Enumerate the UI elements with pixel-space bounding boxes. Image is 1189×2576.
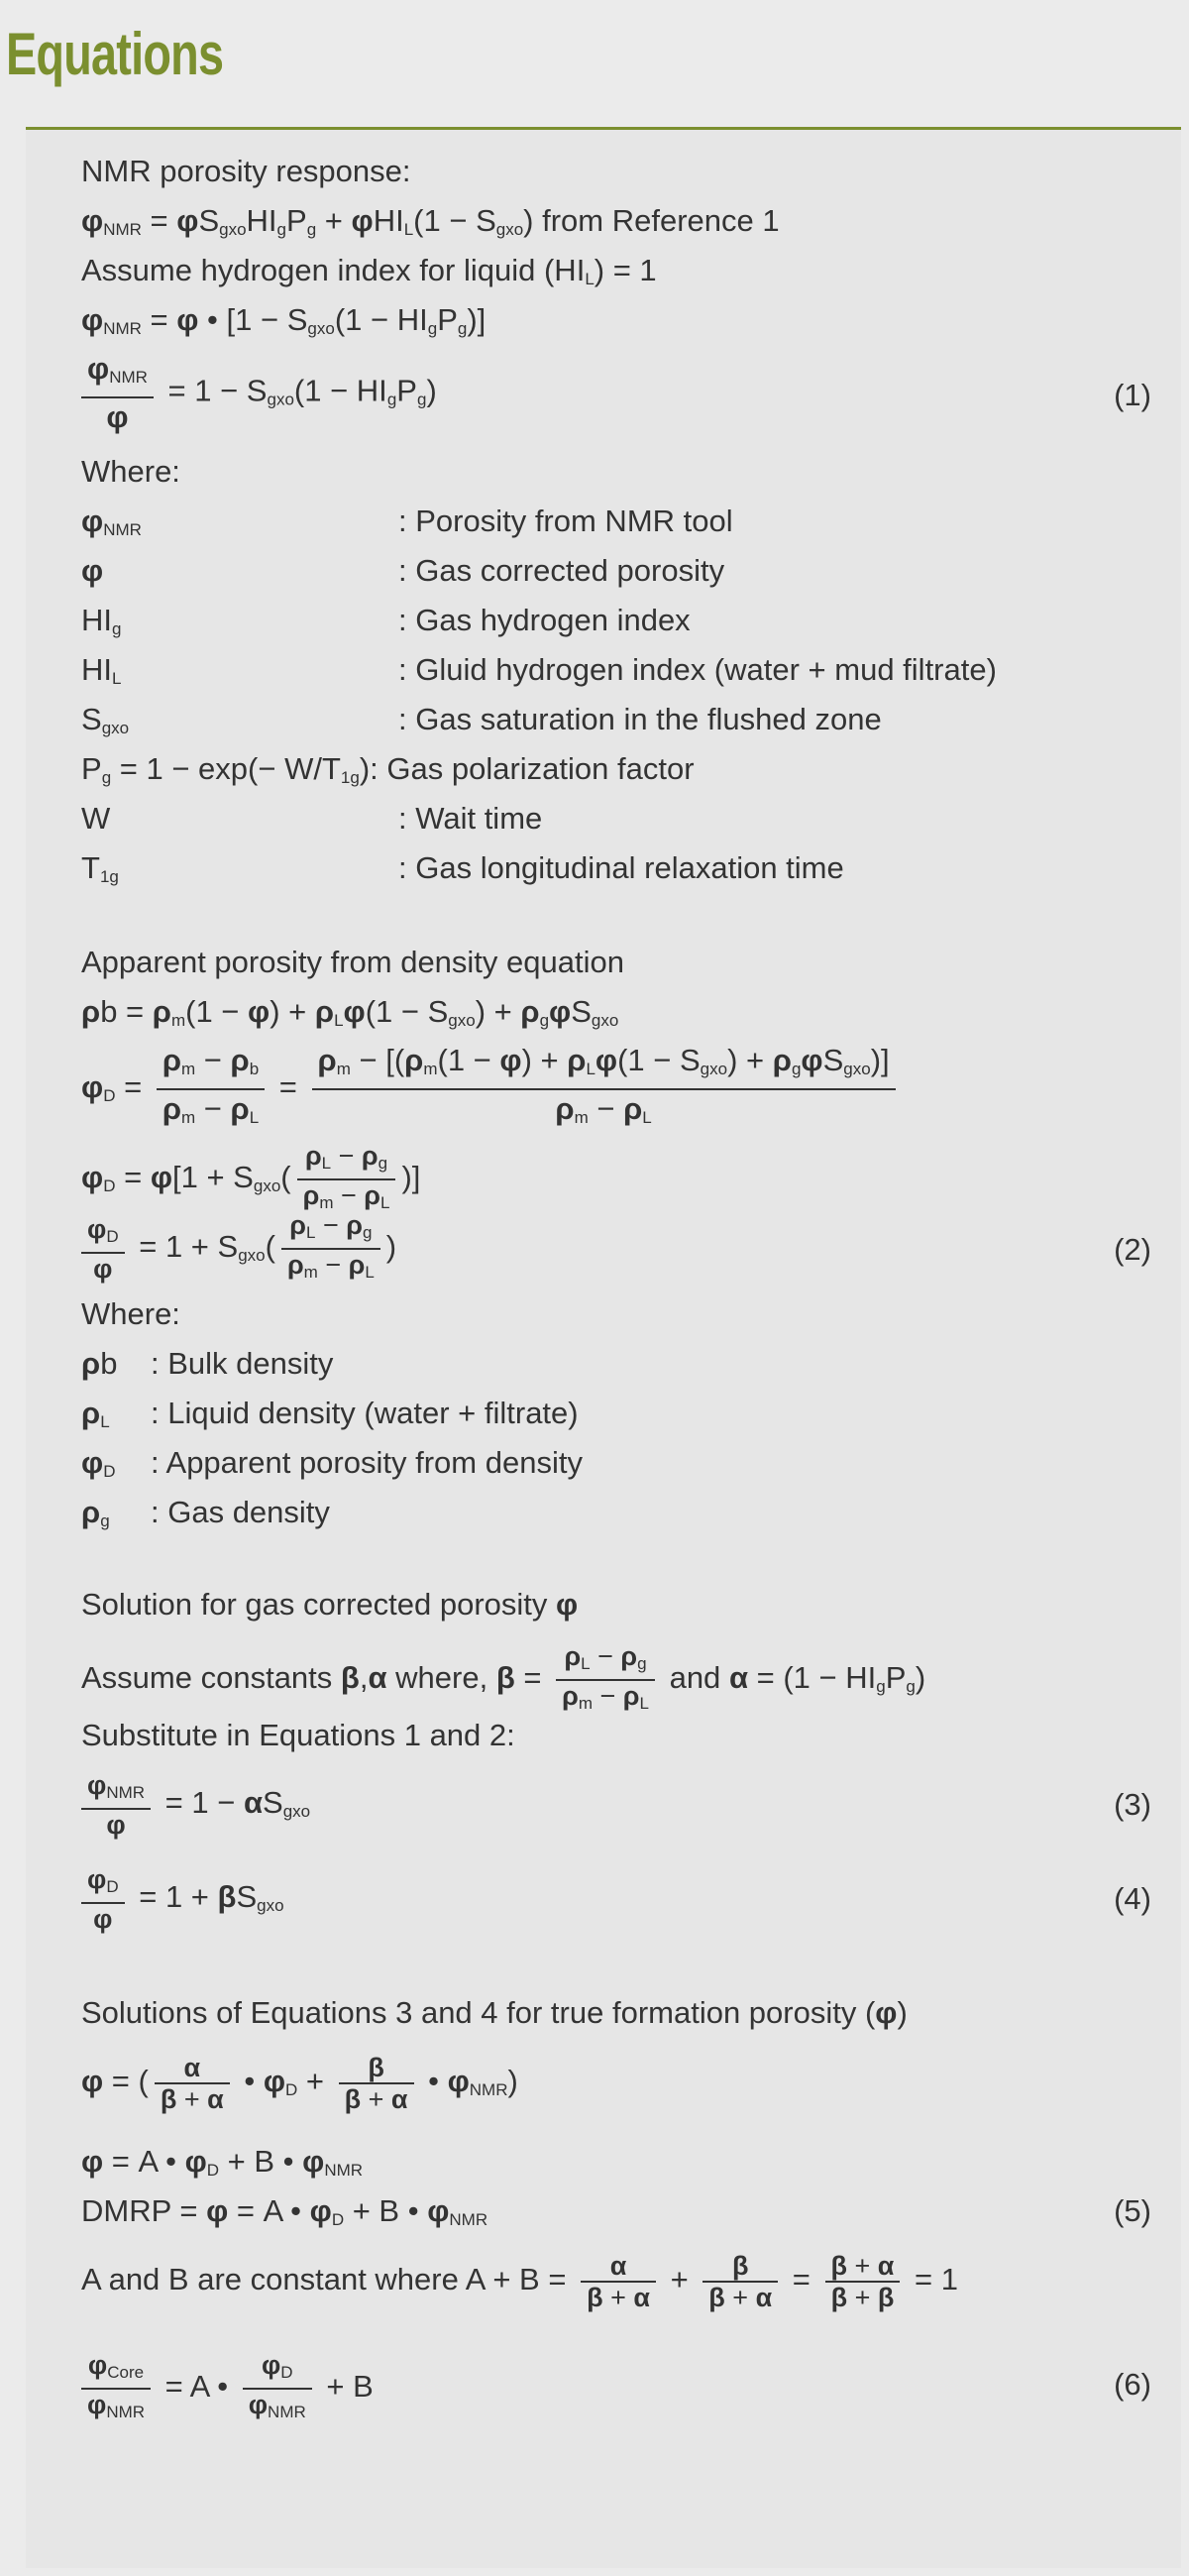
- equation-5: DMRP = φ = A • $\varphi_D + B$ • $\varphi_{NMR}$: [81, 2193, 488, 2229]
- equation-6: $\frac{\varphi_{Core}}{\varphi_{NMR}}$ = A • $\frac{\varphi_D}{\varphi_{NMR}}$ + B: [81, 2350, 374, 2427]
- ab-constant-line: A and B are constant where A + B = $\frac{\alpha}{\beta + \alpha}$ + $\frac{\beta}{\beta + \alpha}$ = $\frac{\beta + \alpha}{\beta + \beta}$ = 1: [81, 2251, 958, 2312]
- equation-number-2: (2): [1114, 1232, 1151, 1267]
- equation-phi-d-full: $\varphi_D$ = $\frac{\rho_m - \rho_b}{\rho_m - \rho_L}$ = $\frac{\rho_m - [(\rho_m(1 - \varphi) + \rho_L\varphi(1 - S_{gxo}) + \rho_g\varphi S_{gxo})]}{\rho_m - \rho_L}$: [81, 1042, 902, 1137]
- equation-2: $\frac{\varphi_D}{\varphi}$ = $1 + S_{gxo}$( $\frac{\rho_L - \rho_g}{\rho_m - \rho_L}$ ): [81, 1210, 396, 1288]
- equation-number-1: (1): [1114, 378, 1151, 412]
- where-label-1: Where:: [81, 454, 180, 489]
- solution-heading: Solution for gas corrected porosity φ: [81, 1587, 579, 1622]
- def-pg: $P_g = 1 - \exp(- W/T_{1g})$: Gas polarization factor: [81, 751, 695, 787]
- equation-bulk-density: $\rho b = \rho_m(1 - \varphi) + \rho_L\varphi(1 - S_{gxo}) + \rho_g\varphi S_{gxo}$: [81, 994, 619, 1030]
- where-label-2: Where:: [81, 1296, 180, 1331]
- equation-nmr-simplified: $\varphi_{NMR} = \varphi$ • $[1 - S_{gxo}(1 - HI_gP_g)]$: [81, 302, 486, 338]
- density-heading: Apparent porosity from density equation: [81, 945, 624, 979]
- def-sgxo: $S_{gxo}$ : Gas saturation in the flushed zone: [81, 702, 882, 737]
- equation-number-3: (3): [1114, 1787, 1151, 1822]
- equation-phi-ab: φ = A • $\varphi_D + B$ • $\varphi_{NMR}$: [81, 2144, 364, 2180]
- def-hil: $HI_L$ : Gluid hydrogen index (water + mud filtrate): [81, 652, 997, 688]
- equations-panel: [26, 127, 1181, 2568]
- page-title: Equations: [6, 21, 224, 87]
- assume-constants-line: Assume constants β,α where, β = $\frac{\rho_L - \rho_g}{\rho_m - \rho_L}$ and $\alpha = (1 - HI_gP_g)$: [81, 1641, 926, 1713]
- equation-phi-d-bracket: $\varphi_D = \varphi[1 + S_{gxo}$( $\frac{\rho_L - \rho_g}{\rho_m - \rho_L}$ )]: [81, 1141, 421, 1212]
- equation-number-4: (4): [1114, 1881, 1151, 1916]
- def-w: W : Wait time: [81, 801, 543, 836]
- equation-3: $\frac{\varphi_{NMR}}{\varphi}$ = $1 - \alpha S_{gxo}$: [81, 1770, 310, 1840]
- equation-number-6: (6): [1114, 2367, 1151, 2402]
- equation-1: $\frac{\varphi_{NMR}}{\varphi}$ = $1 - S_{gxo}(1 - HI_gP_g)$: [81, 350, 437, 436]
- substitute-line: Substitute in Equations 1 and 2:: [81, 1718, 515, 1752]
- nmr-heading: NMR porosity response:: [81, 154, 411, 188]
- def-hig: $HI_g$ : Gas hydrogen index: [81, 603, 691, 638]
- def-rho-l: $\rho_L$ : Liquid density (water + filtrate): [81, 1396, 579, 1431]
- equation-nmr-response: $\varphi_{NMR} = \varphi S_{gxo}HI_gP_g + \varphi HI_L(1 - S_{gxo})$ from Reference 1: [81, 203, 780, 239]
- equation-number-5: (5): [1114, 2193, 1151, 2228]
- def-phi: φ : Gas corrected porosity: [81, 553, 725, 588]
- def-rho-b: ρb : Bulk density: [81, 1346, 334, 1381]
- true-porosity-heading: Solutions of Equations 3 and 4 for true formation porosity (φ): [81, 1995, 908, 2030]
- def-t1g: $T_{1g}$ : Gas longitudinal relaxation time: [81, 850, 844, 886]
- equation-phi-solution: φ = ( $\frac{\alpha}{\beta + \alpha}$ • $\varphi_D$ + $\frac{\beta}{\beta + \alpha}$ • $\varphi_{NMR}$): [81, 2053, 518, 2114]
- equation-4: $\frac{\varphi_D}{\varphi}$ = $1 + \beta S_{gxo}$: [81, 1864, 284, 1934]
- def-phi-nmr: $\varphi_{NMR}$ : Porosity from NMR tool: [81, 504, 733, 539]
- assume-hi-line: Assume hydrogen index for liquid $(HI_L) = 1$: [81, 253, 657, 288]
- def-rho-g: $\rho_g$ : Gas density: [81, 1495, 330, 1530]
- def-phi-d: $\varphi_D$ : Apparent porosity from density: [81, 1445, 583, 1481]
